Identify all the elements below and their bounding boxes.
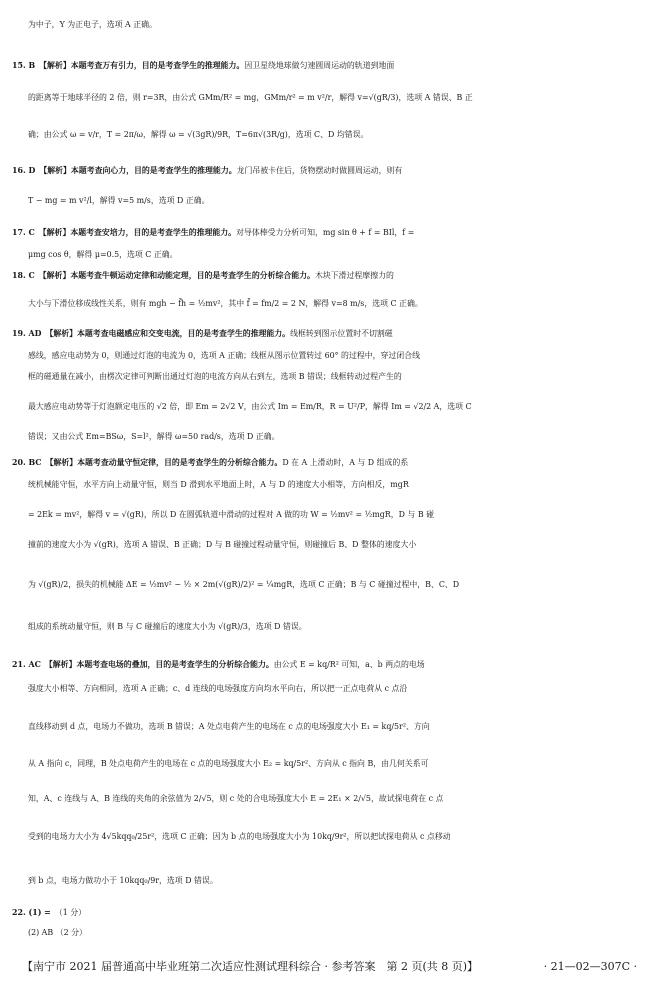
question-number: 18. C — [12, 271, 35, 280]
analysis-lead: 【解析】本题考查电场的叠加，目的是考查学生的分析综合能力。 — [44, 660, 274, 669]
text-line — [0, 537, 653, 552]
text-line — [0, 429, 653, 444]
question-number: 19. AD — [12, 329, 42, 338]
line-text: 到 b 点，电场力做功小于 10kqq₀/9r，选项 D 错误。 — [28, 876, 218, 885]
line-text: 因卫星绕地球做匀速圆周运动的轨道到地面 — [244, 61, 395, 70]
question-number: 17. C — [12, 228, 35, 237]
question-answer-line — [0, 455, 653, 470]
text-line — [0, 127, 653, 142]
line-text: (2) AB （2 分） — [28, 928, 87, 937]
line-text: 由公式 E = kq/R² 可知，a、b 两点的电场 — [273, 660, 425, 669]
text-line — [0, 719, 653, 734]
question-answer-line — [0, 163, 653, 178]
line-text: T − mg = m v²/l，解得 v=5 m/s，选项 D 正确。 — [28, 196, 210, 205]
analysis-lead: 【解析】本题考查安培力，目的是考查学生的推理能力。 — [38, 228, 237, 237]
analysis-lead: 【解析】本题考查牛顿运动定律和动能定理，目的是考查学生的分析综合能力。 — [38, 271, 315, 280]
question-answer-line — [0, 657, 653, 672]
line-text: = 2Ek = mv²，解得 v = √(gR)，所以 D 在圆弧轨道中滑动的过程对 A 做的功 W = ½mv² = ½mgR，D 与 B 碰 — [28, 510, 435, 519]
text-line — [0, 925, 653, 940]
line-text: 强度大小相等、方向相同，选项 A 正确；c、d 连线的电场强度方向均水平向右，所以把一正点电荷从 c 点沿 — [28, 684, 408, 693]
line-text: D 在 A 上滑动时，A 与 D 组成的系 — [282, 458, 409, 467]
text-line — [0, 756, 653, 771]
text-line — [0, 369, 653, 384]
line-text: （1 分） — [54, 908, 86, 917]
line-text: 对导体棒受力分析可知，mg sin θ + f = BIl，f = — [236, 228, 415, 237]
text-line — [0, 619, 653, 634]
text-line — [0, 477, 653, 492]
line-text: 感线，感应电动势为 0，则通过灯泡的电流为 0，选项 A 正确；线框从图示位置转过 60° 的过程中，穿过闭合线 — [28, 351, 420, 360]
line-text: 组成的系统动量守恒，则 B 与 C 碰撞后的速度大小为 √(gR)/3，选项 D 错误。 — [28, 622, 307, 631]
line-text: 确；由公式 ω = v/r，T = 2π/ω，解得 ω = √(3gR)/9R，T=6π√(3R/g)，选项 C、D 均错误。 — [28, 130, 369, 139]
question-number: 22. (1) = — [12, 908, 51, 917]
line-text: μmg cos θ，解得 μ=0.5，选项 C 正确。 — [28, 250, 178, 259]
text-line — [0, 90, 653, 105]
line-text: 受到的电场力大小为 4√5kqq₀/25r²，选项 C 正确；因为 b 点的电场强度大小为 10kq/9r²，所以把试探电荷从 c 点移动 — [28, 832, 451, 841]
line-text: 为中子，Y 为正电子，选项 A 正确。 — [28, 20, 157, 29]
line-text: 统机械能守恒，水平方向上动量守恒，则当 D 滑到水平地面上时，A 与 D 的速度大小相等，方向相反，mgR — [28, 480, 409, 489]
line-text: 大小与下滑位移成线性关系，则有 mgh − f̄h = ½mv²，其中 f̄ = fm/2 = 2 N，解得 v=8 m/s，选项 C 正确。 — [28, 299, 423, 308]
text-line — [0, 873, 653, 888]
analysis-lead: 【解析】本题考查动量守恒定律，目的是考查学生的分析综合能力。 — [45, 458, 283, 467]
page-footer — [22, 960, 637, 974]
line-text: 木块下滑过程摩擦力的 — [314, 271, 394, 280]
question-answer-line — [0, 268, 653, 283]
line-text: 为 √(gR)/2，损失的机械能 ΔE = ½mv² − ½ × 2m(√(gR)/2)² = ¼mgR，选项 C 正确；B 与 C 碰撞过程中，B、C、D — [28, 580, 460, 589]
text-line — [0, 791, 653, 806]
line-text: 直线移动到 d 点，电场力不做功，选项 B 错误；A 处点电荷产生的电场在 c 点的电场强度大小 E₁ = kq/5r²、方向 — [28, 722, 430, 731]
question-number: 16. D — [12, 166, 36, 175]
text-line — [0, 296, 653, 311]
line-text: 从 A 指向 c，同理，B 处点电荷产生的电场在 c 点的电场强度大小 E₂ = kq/5r²、方向从 c 指向 B，由几何关系可 — [28, 759, 429, 768]
text-line — [0, 399, 653, 414]
line-text: 龙门吊被卡住后，货物摆动时做圆周运动，则有 — [236, 166, 403, 175]
text-line — [0, 577, 653, 592]
question-answer-line — [0, 326, 653, 341]
question-answer-line — [0, 58, 653, 73]
line-text: 框的磁通量在减小，由楞次定律可判断出通过灯泡的电流方向从右到左，选项 B 错误；线框转动过程产生的 — [28, 372, 402, 381]
text-line — [0, 193, 653, 208]
text-line — [0, 247, 653, 262]
question-answer-line — [0, 905, 653, 920]
question-number: 21. AC — [12, 660, 41, 669]
line-text: 知，A、c 连线与 A、B 连线的夹角的余弦值为 2/√5，则 c 处的合电场强度大小 E = 2E₁ × 2/√5，故试探电荷在 c 点 — [28, 794, 444, 803]
analysis-lead: 【解析】本题考查向心力，目的是考查学生的推理能力。 — [39, 166, 237, 175]
line-text: 撞前的速度大小为 √(gR)，选项 A 错误、B 正确；D 与 B 碰撞过程动量守恒，则碰撞后 B、D 整体的速度大小 — [28, 540, 417, 549]
line-text: 错误；又由公式 Em=BSω，S=l²，解得 ω=50 rad/s，选项 D 正确。 — [28, 432, 280, 441]
line-text: 线框转到图示位置时不切割磁 — [290, 329, 393, 338]
analysis-lead: 【解析】本题考查电磁感应和交变电流，目的是考查学生的推理能力。 — [45, 329, 291, 338]
question-answer-line — [0, 225, 653, 240]
line-text: 最大感应电动势等于灯泡额定电压的 √2 倍，即 Em = 2√2 V，由公式 Im = Em/R，R = U²/P，解得 Im = √2/2 A，选项 C — [28, 402, 472, 411]
analysis-lead: 【解析】本题考查万有引力，目的是考查学生的推理能力。 — [39, 61, 245, 70]
text-line — [0, 507, 653, 522]
footer-title: 【南宁市 2021 届普通高中毕业班第二次适应性测试理科综合 · 参考答案 第 2 页(共 8 页)】 — [22, 960, 479, 973]
question-number: 15. B — [12, 61, 36, 70]
text-line — [0, 17, 653, 32]
line-text: 的距离等于地球半径的 2 倍，则 r=3R，由公式 GMm/R² = mg，GMm/r² = m v²/r，解得 v=√(gR/3)，选项 A 错误、B 正 — [28, 93, 473, 102]
text-line — [0, 829, 653, 844]
text-line — [0, 348, 653, 363]
footer-code: · 21—02—307C · — [543, 960, 637, 973]
question-number: 20. BC — [12, 458, 42, 467]
text-line — [0, 681, 653, 696]
